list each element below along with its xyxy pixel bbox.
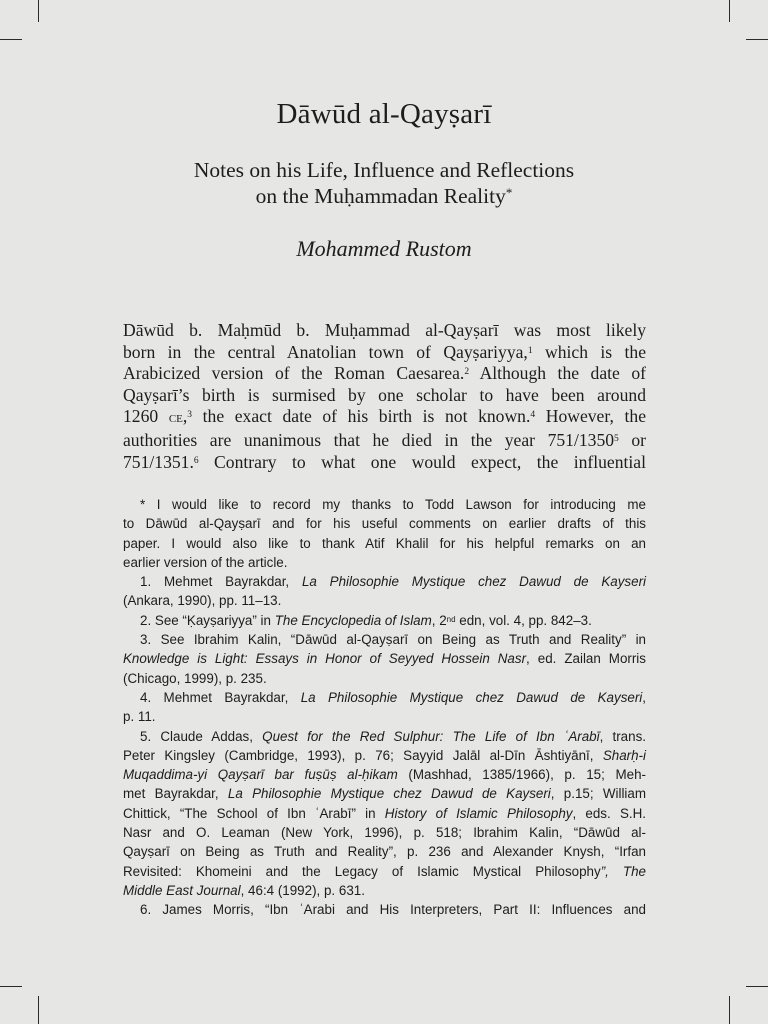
footnote-star: * I would like to record my thanks to Todd Lawson for introducing me (140, 497, 646, 512)
footnote-line: Muqaddima-yi Qayṣarī bar fuṣūṣ al-ḥikam (Mashhad, 1385/1966), p. 15; Meh- (123, 767, 647, 783)
footnote-line: Peter Kingsley (Cambridge, 1993), p. 76; Sayyid Jalāl al-Dīn Āshtiyānī, Sharḥ-i (123, 747, 646, 763)
article-title: Dāwūd al-Qayṣarī (276, 98, 492, 130)
subtitle-line-2: on the Muḥammadan Reality* (255, 184, 513, 208)
crop-mark-top-right-h (746, 39, 768, 40)
footnote-5: 5. Claude Addas, Quest for the Red Sulphur: The Life of Ibn ʿArabī, trans. (140, 728, 646, 744)
footnote-4: 4. Mehmet Bayrakdar, La Philosophie Mystique chez Dawud de Kayseri, (140, 689, 646, 705)
body-line: Arabicized version of the Roman Caesarea.$^2$ Although the date of (123, 363, 646, 384)
body-line: Qayṣarī’s birth is surmised by one scholar to have been around (123, 384, 646, 405)
crop-mark-bottom-left-h (0, 986, 22, 987)
body-line: 751/1351.$^6$ Contrary to what one would expect, the influential (123, 451, 646, 472)
footnote-line: Revisited: Khomeini and the Legacy of Islamic Mystical Philosophy”, The (123, 863, 646, 879)
footnotes (123, 495, 646, 920)
subtitle-footnote-mark[interactable]: * (505, 185, 513, 200)
footnote-line: earlier version of the article. (123, 554, 288, 570)
footnote-6: 6. James Morris, “Ibn ʿArabi and His Interpreters, Part II: Influences and (140, 902, 646, 918)
crop-mark-bottom-right-h (746, 986, 768, 987)
footnote-line: (Ankara, 1990), pp. 11–13. (123, 593, 282, 609)
body-line: 1260 ce,$^3$ the exact date of his birth is not known.$^4$ However, the (123, 406, 647, 427)
footnote-3: 3. See Ibrahim Kalin, “Dāwūd al-Qayṣarī on Being as Truth and Reality” in (140, 632, 646, 648)
crop-mark-top-left-h (0, 39, 22, 40)
footnote-line: Qayṣarī on Being as Truth and Reality”, p. 236 and Alexander Knysh, “Irfan (123, 844, 646, 860)
body-line: authorities are unanimous that he died in the year 751/1350$^5$ or (123, 429, 646, 450)
footnote-ref[interactable]: 6 (193, 455, 199, 466)
footnote-line: p. 11. (123, 709, 156, 725)
body-line: born in the central Anatolian town of Qayṣariyya,$^1$ which is the (123, 341, 647, 362)
footnote-line: Knowledge is Light: Essays in Honor of Seyyed Hossein Nasr, ed. Zailan Morris (123, 651, 646, 667)
footnote-ref[interactable]: 5 (614, 433, 619, 444)
crop-mark-top-left (38, 0, 39, 22)
footnote-ref[interactable]: 1 (527, 345, 533, 356)
crop-mark-bottom-right (729, 996, 730, 1024)
footnote-ref[interactable]: 3 (187, 410, 193, 421)
footnote-line: Middle East Journal, 46:4 (1992), p. 631. (123, 882, 365, 898)
footnote-line: met Bayrakdar, La Philosophie Mystique chez Dawud de Kayseri, p.15; William (123, 786, 646, 802)
footnote-line: paper. I would also like to thank Atif Khalil for his helpful remarks on an (123, 535, 646, 551)
article-subtitle (0, 157, 768, 209)
body-paragraph (123, 320, 646, 473)
footnote-2: 2. See “Ḳayṣariyya” in The Encyclopedia of Islam, 2nd edn, vol. 4, pp. 842–3. (140, 612, 592, 628)
subtitle-line-1: Notes on his Life, Influence and Reflections (193, 158, 575, 182)
footnote-line: Chittick, “The School of Ibn ʿArabī” in History of Islamic Philosophy, eds. S.H. (123, 805, 646, 821)
author-name: Mohammed Rustom (296, 236, 472, 261)
crop-mark-bottom-left (38, 996, 39, 1024)
footnote-1: 1. Mehmet Bayrakdar, La Philosophie Mystique chez Dawud de Kayseri (140, 574, 647, 590)
footnote-ref[interactable]: 4 (530, 410, 536, 421)
crop-mark-top-right (729, 0, 730, 22)
footnote-line: Nasr and O. Leaman (New York, 1996), p. 518; Ibrahim Kalin, “Dāwūd al- (123, 825, 646, 841)
footnote-line: to Dāwūd al-Qayṣarī and for his useful comments on earlier drafts of this (123, 516, 646, 532)
body-line: Dāwūd b. Maḥmūd b. Muḥammad al-Qayṣarī was most likely (123, 320, 646, 340)
footnote-line: (Chicago, 1999), p. 235. (123, 670, 267, 686)
footnote-ref[interactable]: 2 (464, 367, 470, 378)
